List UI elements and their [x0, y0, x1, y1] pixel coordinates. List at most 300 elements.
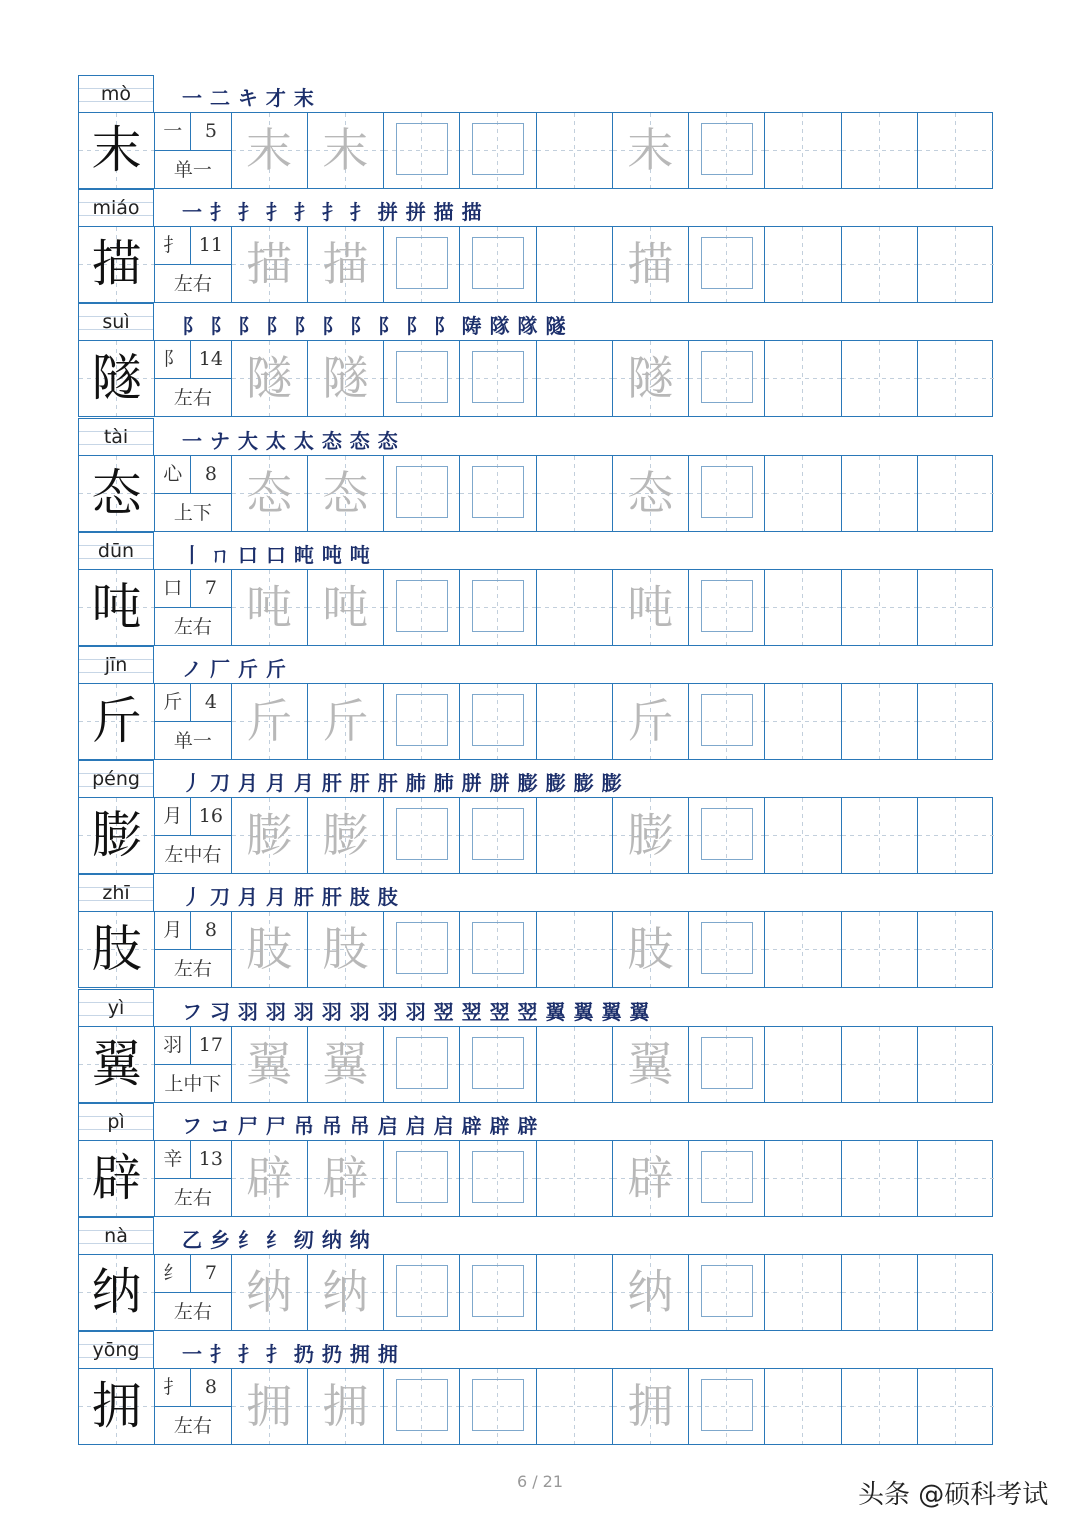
empty-practice-cell — [842, 798, 918, 873]
main-character-cell — [79, 227, 155, 302]
trace-cell — [613, 1255, 689, 1330]
writing-box-cell — [384, 570, 460, 645]
trace-character: 纳 — [246, 1264, 293, 1319]
trace-character: 态 — [322, 465, 369, 520]
trace-cell — [613, 1141, 689, 1216]
pinyin-label: pì — [107, 1110, 125, 1133]
trace-cell — [308, 1027, 384, 1102]
stroke-count-label: 4 — [204, 690, 217, 713]
pinyin-label: nà — [104, 1224, 128, 1247]
pinyin-box — [78, 303, 154, 341]
empty-practice-cell — [918, 456, 994, 531]
writing-box-cell — [689, 113, 765, 188]
main-character-cell — [79, 1369, 155, 1444]
trace-cell — [232, 1141, 308, 1216]
structure-label: 单一 — [173, 159, 212, 181]
empty-practice-cell — [765, 570, 841, 645]
pinyin-label: yì — [107, 996, 125, 1019]
writing-box-cell — [460, 798, 536, 873]
trace-cell — [613, 1369, 689, 1444]
trace-cell — [613, 570, 689, 645]
empty-practice-cell — [765, 456, 841, 531]
empty-practice-cell — [842, 570, 918, 645]
trace-character: 膨 — [627, 808, 674, 863]
character-info-cell — [155, 798, 231, 873]
writing-box-cell — [384, 684, 460, 759]
main-character-cell — [79, 684, 155, 759]
info-top — [155, 1141, 230, 1179]
empty-practice-cell — [918, 341, 994, 416]
writing-box — [472, 351, 524, 403]
pinyin-box — [78, 189, 154, 227]
writing-box-cell — [384, 113, 460, 188]
trace-character: 隧 — [246, 351, 293, 406]
trace-cell — [232, 684, 308, 759]
pinyin-label: miáo — [92, 197, 140, 220]
writing-box — [396, 694, 448, 746]
empty-practice-cell — [765, 113, 841, 188]
character-entry — [78, 1217, 993, 1331]
trace-cell — [308, 1255, 384, 1330]
trace-character: 翼 — [627, 1036, 674, 1091]
empty-practice-cell — [537, 456, 613, 531]
trace-cell — [308, 1141, 384, 1216]
stroke-count-label: 8 — [204, 462, 217, 485]
writing-box-cell — [689, 227, 765, 302]
trace-cell — [232, 912, 308, 987]
writing-box — [396, 237, 448, 289]
pinyin-label: jīn — [104, 653, 128, 676]
trace-character: 辟 — [322, 1150, 369, 1205]
trace-character: 吨 — [246, 579, 293, 634]
writing-box — [396, 351, 448, 403]
main-character-cell — [79, 113, 155, 188]
stroke-count-label: 16 — [198, 805, 223, 828]
writing-box-cell — [689, 1255, 765, 1330]
writing-box-cell — [460, 912, 536, 987]
pinyin-box — [78, 532, 154, 570]
main-character-cell — [79, 341, 155, 416]
main-character: 肢 — [91, 920, 142, 979]
trace-character: 斤 — [246, 693, 293, 748]
writing-box — [396, 1265, 448, 1317]
practice-grid — [78, 113, 993, 189]
writing-box — [472, 1265, 524, 1317]
trace-character: 描 — [322, 237, 369, 292]
stroke-count-label: 17 — [198, 1033, 223, 1056]
trace-cell — [308, 227, 384, 302]
empty-practice-cell — [842, 227, 918, 302]
character-entry — [78, 760, 993, 874]
main-character-cell — [79, 798, 155, 873]
writing-box — [396, 1037, 448, 1089]
trace-character: 末 — [627, 123, 674, 177]
stroke-order-sequence: 丨 ㄇ 口 口 旽 吨 吨 — [182, 542, 371, 567]
main-character-cell — [79, 1255, 155, 1330]
info-top — [155, 227, 230, 265]
empty-practice-cell — [537, 570, 613, 645]
trace-character: 肢 — [627, 922, 674, 977]
main-character: 纳 — [91, 1262, 142, 1321]
character-entry — [78, 874, 993, 988]
trace-cell — [308, 456, 384, 531]
writing-box — [472, 466, 524, 518]
info-top — [155, 1027, 230, 1065]
empty-practice-cell — [918, 570, 994, 645]
trace-cell — [232, 798, 308, 873]
trace-character: 隧 — [322, 351, 369, 406]
trace-character: 吨 — [322, 579, 369, 634]
info-top — [155, 570, 230, 608]
writing-box-cell — [689, 341, 765, 416]
info-top — [155, 1369, 230, 1407]
radical-label: 一 — [155, 113, 191, 150]
stroke-count-label: 8 — [204, 1376, 217, 1399]
writing-box-cell — [689, 570, 765, 645]
empty-practice-cell — [537, 1369, 613, 1444]
empty-practice-cell — [918, 227, 994, 302]
writing-box-cell — [689, 1027, 765, 1102]
trace-cell — [232, 341, 308, 416]
writing-box — [701, 1151, 753, 1203]
info-top — [155, 798, 230, 836]
radical-label: 口 — [155, 570, 191, 607]
empty-practice-cell — [918, 113, 994, 188]
structure-label: 左右 — [173, 1415, 212, 1438]
pinyin-box — [78, 874, 154, 912]
pinyin-label: tài — [103, 425, 129, 448]
character-info-cell — [155, 1141, 231, 1216]
empty-practice-cell — [537, 912, 613, 987]
writing-box — [472, 694, 524, 746]
structure-label: 左右 — [173, 1186, 212, 1209]
empty-practice-cell — [842, 113, 918, 188]
empty-practice-cell — [765, 227, 841, 302]
radical-label: 扌 — [155, 227, 191, 264]
stroke-order-sequence: 丿 刀 月 月 肝 肝 肢 肢 — [182, 885, 399, 910]
practice-grid — [78, 1369, 993, 1445]
trace-character: 翼 — [246, 1036, 293, 1091]
writing-box-cell — [384, 912, 460, 987]
trace-cell — [308, 912, 384, 987]
practice-grid — [78, 1027, 993, 1103]
pinyin-label: mò — [100, 83, 132, 105]
writing-box — [472, 237, 524, 289]
main-character-cell — [79, 456, 155, 531]
writing-box — [472, 922, 524, 974]
empty-practice-cell — [918, 1141, 994, 1216]
structure-label: 左右 — [173, 387, 212, 410]
trace-character: 辟 — [246, 1150, 293, 1205]
writing-box — [472, 808, 524, 860]
empty-practice-cell — [765, 912, 841, 987]
writing-box-cell — [460, 227, 536, 302]
practice-grid — [78, 570, 993, 646]
empty-practice-cell — [842, 1255, 918, 1330]
writing-box — [472, 1037, 524, 1089]
trace-cell — [613, 798, 689, 873]
stroke-order-sequence: ノ 厂 斤 斤 — [182, 656, 287, 681]
character-entry — [78, 189, 993, 303]
trace-cell — [308, 113, 384, 188]
stroke-order-sequence: 一 ナ 大 太 太 态 态 态 — [182, 428, 399, 453]
trace-character: 翼 — [322, 1036, 369, 1091]
empty-practice-cell — [537, 684, 613, 759]
info-top — [155, 341, 230, 379]
writing-box — [472, 1379, 524, 1431]
empty-practice-cell — [918, 798, 994, 873]
trace-cell — [308, 570, 384, 645]
info-top — [155, 456, 230, 494]
writing-box-cell — [384, 227, 460, 302]
writing-box-cell — [384, 798, 460, 873]
radical-label: 月 — [155, 798, 191, 835]
trace-cell — [308, 341, 384, 416]
stroke-count-label: 13 — [198, 1147, 223, 1170]
structure-label: 左右 — [173, 273, 212, 296]
empty-practice-cell — [765, 1255, 841, 1330]
writing-box — [701, 123, 753, 175]
character-info-cell — [155, 227, 231, 302]
main-character: 隧 — [91, 349, 142, 408]
trace-cell — [613, 341, 689, 416]
empty-practice-cell — [842, 341, 918, 416]
trace-cell — [308, 684, 384, 759]
trace-cell — [308, 1369, 384, 1444]
pinyin-label: dūn — [97, 539, 135, 562]
main-character-cell — [79, 1027, 155, 1102]
writing-box-cell — [460, 1141, 536, 1216]
trace-character: 肢 — [322, 922, 369, 977]
empty-practice-cell — [842, 1369, 918, 1444]
stroke-count-label: 8 — [204, 919, 217, 942]
writing-box-cell — [460, 1027, 536, 1102]
radical-label: 心 — [155, 456, 191, 493]
trace-character: 态 — [627, 465, 674, 520]
writing-box-cell — [460, 570, 536, 645]
writing-box-cell — [384, 1369, 460, 1444]
practice-grid — [78, 1255, 993, 1331]
trace-character: 辟 — [627, 1150, 674, 1205]
character-info-cell — [155, 341, 231, 416]
main-character: 拥 — [91, 1377, 142, 1436]
practice-grid — [78, 684, 993, 760]
main-character-cell — [79, 570, 155, 645]
writing-box — [396, 1151, 448, 1203]
writing-box — [701, 237, 753, 289]
practice-grid — [78, 456, 993, 532]
radical-label: 羽 — [155, 1027, 191, 1064]
info-top — [155, 684, 230, 722]
stroke-count-label: 5 — [204, 120, 217, 142]
trace-character: 拥 — [627, 1379, 674, 1434]
structure-label: 左右 — [173, 1300, 212, 1323]
writing-box — [472, 580, 524, 632]
stroke-count-label: 7 — [204, 1261, 217, 1284]
page-number: 6 / 21 — [516, 1472, 564, 1491]
trace-character: 描 — [246, 237, 293, 292]
main-character: 描 — [91, 235, 142, 294]
pinyin-label: péng — [92, 768, 140, 791]
radical-label: 月 — [155, 912, 191, 949]
empty-practice-cell — [537, 227, 613, 302]
writing-box-cell — [384, 456, 460, 531]
empty-practice-cell — [765, 1141, 841, 1216]
character-entry — [78, 1103, 993, 1217]
trace-cell — [232, 1369, 308, 1444]
structure-label: 单一 — [173, 729, 212, 752]
character-entry — [78, 1331, 993, 1445]
trace-cell — [232, 227, 308, 302]
info-top — [155, 1255, 230, 1293]
structure-label: 上中下 — [164, 1072, 222, 1095]
trace-cell — [613, 684, 689, 759]
stroke-count-label: 14 — [198, 348, 223, 371]
empty-practice-cell — [842, 1027, 918, 1102]
empty-practice-cell — [918, 912, 994, 987]
practice-grid — [78, 912, 993, 988]
stroke-order-sequence: 一 二 キ 才 末 — [182, 86, 315, 110]
writing-box — [701, 466, 753, 518]
empty-practice-cell — [918, 1027, 994, 1102]
trace-character: 末 — [246, 123, 293, 177]
writing-box-cell — [460, 113, 536, 188]
writing-box — [701, 1037, 753, 1089]
trace-cell — [613, 912, 689, 987]
trace-character: 纳 — [627, 1264, 674, 1319]
practice-grid — [78, 798, 993, 874]
writing-box-cell — [460, 456, 536, 531]
radical-label: 纟 — [155, 1255, 191, 1292]
writing-box — [472, 1151, 524, 1203]
main-character: 斤 — [91, 691, 142, 750]
trace-character: 隧 — [627, 351, 674, 406]
main-character: 末 — [91, 121, 142, 179]
pinyin-box — [78, 760, 154, 798]
main-character: 膨 — [91, 806, 142, 865]
radical-label: 斤 — [155, 684, 191, 721]
character-info-cell — [155, 1027, 231, 1102]
writing-box — [701, 808, 753, 860]
writing-box-cell — [689, 912, 765, 987]
radical-label: 扌 — [155, 1369, 191, 1406]
character-info-cell — [155, 684, 231, 759]
writing-box-cell — [689, 456, 765, 531]
writing-box — [396, 580, 448, 632]
character-entry — [78, 418, 993, 532]
pinyin-label: yōng — [92, 1339, 140, 1362]
trace-cell — [232, 456, 308, 531]
character-info-cell — [155, 113, 231, 188]
empty-practice-cell — [918, 1369, 994, 1444]
trace-character: 膨 — [322, 808, 369, 863]
worksheet — [78, 75, 993, 1445]
character-info-cell — [155, 456, 231, 531]
radical-label: 辛 — [155, 1141, 191, 1178]
trace-character: 吨 — [627, 579, 674, 634]
empty-practice-cell — [918, 1255, 994, 1330]
character-entry — [78, 989, 993, 1103]
info-top — [155, 912, 230, 950]
trace-character: 斤 — [322, 693, 369, 748]
main-character-cell — [79, 1141, 155, 1216]
character-entry — [78, 75, 993, 189]
stroke-count-label: 11 — [198, 234, 223, 257]
character-entry — [78, 532, 993, 646]
main-character-cell — [79, 912, 155, 987]
trace-character: 膨 — [246, 808, 293, 863]
writing-box-cell — [384, 1141, 460, 1216]
empty-practice-cell — [765, 684, 841, 759]
main-character: 态 — [91, 463, 142, 522]
writing-box — [396, 1379, 448, 1431]
watermark: 头条 @硕科考试 — [858, 1480, 1049, 1510]
character-entry — [78, 303, 993, 417]
trace-character: 纳 — [322, 1264, 369, 1319]
pinyin-label: suì — [102, 311, 130, 334]
stroke-count-label: 7 — [204, 576, 217, 599]
empty-practice-cell — [765, 341, 841, 416]
empty-practice-cell — [918, 684, 994, 759]
writing-box — [472, 123, 524, 175]
trace-cell — [613, 1027, 689, 1102]
character-entry — [78, 646, 993, 760]
empty-practice-cell — [765, 1027, 841, 1102]
empty-practice-cell — [765, 1369, 841, 1444]
structure-label: 左右 — [173, 615, 212, 638]
writing-box — [701, 580, 753, 632]
empty-practice-cell — [537, 798, 613, 873]
pinyin-box — [78, 989, 154, 1027]
pinyin-box — [78, 646, 154, 684]
trace-cell — [613, 456, 689, 531]
writing-box-cell — [460, 1369, 536, 1444]
trace-character: 肢 — [246, 922, 293, 977]
pinyin-box — [78, 75, 154, 113]
pinyin-box — [78, 1217, 154, 1255]
character-info-cell — [155, 570, 231, 645]
trace-cell — [232, 113, 308, 188]
trace-cell — [613, 113, 689, 188]
writing-box-cell — [384, 341, 460, 416]
trace-character: 斤 — [627, 693, 674, 748]
writing-box — [701, 1379, 753, 1431]
writing-box-cell — [460, 341, 536, 416]
radical-label: 阝 — [155, 341, 191, 378]
empty-practice-cell — [842, 912, 918, 987]
empty-practice-cell — [537, 341, 613, 416]
pinyin-box — [78, 1103, 154, 1141]
stroke-order-sequence: 阝 阝 阝 阝 阝 阝 阝 阝 阝 阝 陦 隊 隊 隧 — [182, 314, 567, 339]
trace-cell — [232, 1255, 308, 1330]
trace-character: 拥 — [246, 1379, 293, 1434]
pinyin-box — [78, 1331, 154, 1369]
writing-box-cell — [460, 684, 536, 759]
main-character: 翼 — [91, 1034, 142, 1093]
writing-box-cell — [689, 798, 765, 873]
trace-cell — [308, 798, 384, 873]
empty-practice-cell — [842, 456, 918, 531]
writing-box — [396, 808, 448, 860]
trace-cell — [232, 1027, 308, 1102]
writing-box-cell — [384, 1027, 460, 1102]
info-top — [155, 113, 230, 151]
trace-cell — [232, 570, 308, 645]
stroke-order-sequence: 一 扌 扌 扌 扔 扔 拥 拥 — [182, 1342, 399, 1367]
writing-box — [701, 922, 753, 974]
pinyin-label: zhī — [102, 882, 130, 905]
main-character: 辟 — [91, 1148, 142, 1207]
